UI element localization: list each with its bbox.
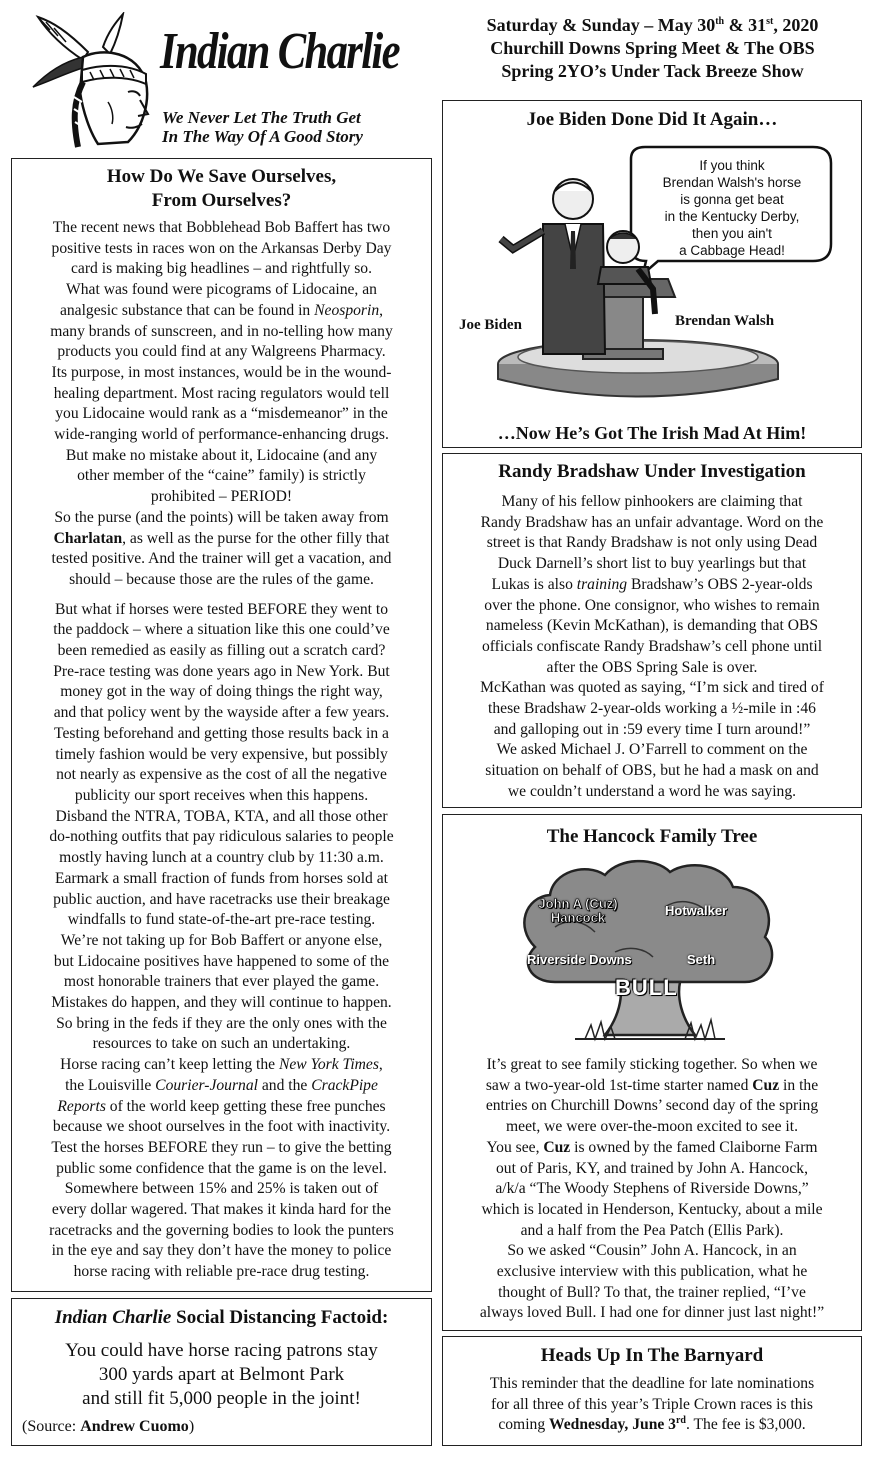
factoid-line: You could have horse racing patrons stay (65, 1340, 378, 1361)
article-line: horse racing with reliable pre-race drug testing. (73, 1263, 370, 1281)
article-line: not nearly as expensive as the cost of all the negative (56, 766, 387, 784)
barnyard-title: Heads Up In The Barnyard (540, 1345, 764, 1366)
factoid-line: 300 yards apart at Belmont Park (98, 1364, 345, 1385)
bradshaw-line: street is that Randy Bradshaw is not only using Dead (486, 534, 818, 552)
hancock-line: thought of Bull? To that, the trainer replied, “I’ve (498, 1283, 806, 1301)
bradshaw-line: We asked Michael J. O’Farrell to comment on the (496, 741, 808, 759)
article-line: So the purse (and the points) will be taken away from (54, 508, 389, 526)
factoid-source (22, 1417, 421, 1437)
bubble-line: If you think (699, 158, 765, 173)
bradshaw-line: Randy Bradshaw has an unfair advantage. Word on the (480, 513, 824, 531)
factoid-title-italic: Indian Charlie (54, 1307, 172, 1328)
text-run-italic: Neosporin (314, 301, 380, 319)
bubble-line: then you ain't (692, 226, 772, 241)
tree-label-john-a-hancock (523, 897, 633, 925)
hancock-line: out of Paris, KY, and trained by John A. Hancock, (496, 1159, 808, 1177)
article-line: resources to take on such an undertaking. (92, 1035, 351, 1053)
factoid-title-rest: Social Distancing Factoid: (171, 1307, 389, 1328)
article-save-ourselves (11, 158, 432, 1292)
source-run: ) (188, 1418, 195, 1435)
hancock-line (449, 1138, 855, 1159)
tagline-line-1: We Never Let The Truth Get (162, 108, 361, 127)
text-run-italic: New York Times (278, 1056, 379, 1074)
article-line: money got in the way of doing things the right way, (60, 683, 383, 701)
factoid-title (22, 1305, 421, 1331)
article-line: The recent news that Bobblehead Bob Baffert has two (52, 219, 391, 236)
tree-label-hotwalker: Hotwalker (665, 903, 728, 918)
article-title (18, 165, 425, 213)
article-line: but Lidocaine positives have happened to some of the (53, 952, 390, 970)
article-line: windfalls to fund state-of-the-art pre-race testing. (67, 911, 376, 929)
source-name: Andrew Cuomo (80, 1418, 189, 1435)
tree-label-bull: BULL (615, 975, 678, 1000)
family-tree-illustration (515, 857, 785, 1047)
tree-label-line: Hancock (550, 910, 606, 925)
bradshaw-line: officials confiscate Randy Bradshaw’s cell phone until (481, 637, 823, 655)
article-line: racetracks and the governing bodies to look the punters (49, 1221, 394, 1239)
article-body (18, 218, 425, 1283)
article-bradshaw (442, 453, 862, 808)
text-run: saw a two-year-old 1st-time starter named (485, 1076, 753, 1094)
text-run: the Louisville (65, 1076, 156, 1094)
bubble-line: a Cabbage Head! (679, 243, 785, 258)
factoid-box (11, 1298, 432, 1446)
article-line: most honorable trainers that ever played the game. (63, 973, 380, 991)
article-line: But make no mistake about it, Lidocaine (and any (65, 446, 378, 464)
text-run: . The fee is $3,000. (685, 1416, 806, 1434)
article-line: healing department. Most racing regulators would tell (53, 384, 390, 402)
text-run: coming (498, 1416, 550, 1434)
barnyard-line: for all three of this year’s Triple Crown races is this (491, 1395, 813, 1413)
text-run: Bradshaw’s OBS 2-year-olds (627, 575, 813, 593)
article-line: and that policy went by the wayside after a few years. (53, 704, 390, 722)
bradshaw-line: we couldn’t understand a word he was saying. (507, 782, 797, 800)
label-joe-biden: Joe Biden (459, 317, 522, 333)
article-line: What was found were picograms of Lidocaine, an (66, 281, 377, 299)
article-line: Earmark a small fraction of funds from horses sold at (54, 869, 388, 887)
article-line: So bring in the feds if they are the only ones with the (56, 1014, 387, 1032)
article-line (18, 529, 425, 550)
text-run-italic: CrackPipe (311, 1076, 378, 1094)
article-line: Testing beforehand and getting those results back in a (54, 724, 389, 742)
label-brendan-walsh: Brendan Walsh (675, 313, 775, 329)
bubble-line: Brendan Walsh's horse (662, 175, 802, 190)
bubble-line: is gonna get beat (680, 192, 784, 207)
bradshaw-line: and galloping out in :59 every time I turn around!” (493, 720, 811, 738)
barnyard-body (449, 1374, 855, 1436)
bradshaw-line: over the phone. One consignor, who wishes to remain (484, 596, 820, 614)
hancock-line: It’s great to see family sticking together. So when we (486, 1056, 818, 1073)
article-line: many brands of sunscreen, and in no-telling how many (50, 322, 393, 340)
bradshaw-line: nameless (Kevin McKathan), is demanding that OBS (485, 617, 819, 635)
hancock-line: entries on Churchill Downs’ second day of the spring (485, 1097, 819, 1115)
text-run-bold: Charlatan (53, 529, 123, 547)
bradshaw-line: situation on behalf of OBS, but he had a mask on and (485, 762, 819, 780)
article-line: wide-ranging world of performance-enhancing drugs. (54, 426, 389, 444)
hancock-line: which is located in Henderson, Kentucky, about a mile (481, 1200, 823, 1218)
dateline-date-part: & 31 (724, 15, 767, 35)
bradshaw-line: these Bradshaw 2-year-olds working a ½-mile in :46 (488, 700, 816, 718)
deadline-date: Wednesday, June 3 (549, 1416, 676, 1434)
article-line: mostly having lunch at a country club by 11:30 a.m. (59, 849, 384, 867)
article-line: been remedied as easily as filling out a scratch card? (57, 642, 386, 660)
bradshaw-line: McKathan was quoted as saying, “I’m sick and tired of (480, 679, 824, 697)
text-run: in the (779, 1076, 819, 1094)
dateline-date-part: , 2020 (773, 15, 819, 35)
text-run: and the (257, 1076, 312, 1094)
dateline (440, 14, 865, 83)
article-line: products you could find at any Walgreens Pharmacy. (57, 343, 386, 361)
article-line (18, 1097, 425, 1118)
article-line: every dollar wagered. That makes it kinda hard for the (51, 1201, 392, 1219)
tree-label-seth: Seth (687, 952, 716, 967)
text-run: , (378, 1056, 383, 1074)
article-line: you Lidocaine would rank as a “misdemeanor” in the (55, 405, 388, 423)
tagline-line-2: In The Way Of A Good Story (162, 127, 363, 146)
text-run: You see, (486, 1138, 544, 1156)
text-run-italic: Reports (57, 1097, 106, 1115)
dateline-sup: st (766, 16, 774, 27)
factoid-text (22, 1339, 421, 1411)
article-line: Its purpose, in most instances, would be in the wound- (51, 363, 392, 381)
hancock-line: meet, we were over-the-moon excited to see it. (506, 1118, 798, 1136)
bradshaw-line: Many of his fellow pinhookers are claiming that (501, 493, 803, 510)
text-run: Lukas is also (491, 575, 577, 593)
bradshaw-line (449, 575, 855, 596)
dateline-line-3: Spring 2YO’s Under Tack Breeze Show (501, 61, 804, 81)
article-line: Disband the NTRA, TOBA, KTA, and all those other (55, 807, 388, 825)
speech-bubble-text (633, 157, 831, 259)
article-hancock (442, 814, 862, 1331)
bradshaw-title: Randy Bradshaw Under Investigation (498, 461, 806, 482)
article-line: in the eye and say they don’t have the money to police (51, 1242, 392, 1260)
hancock-line (449, 1076, 855, 1097)
cartoon-caption: …Now He’s Got The Irish Mad At Him! (497, 423, 807, 443)
article-line: Test the horses BEFORE they run – to give the betting (51, 1138, 392, 1156)
article-line: Pre-race testing was done years ago in New York. But (53, 662, 390, 680)
bradshaw-line: after the OBS Spring Sale is over. (546, 658, 758, 676)
article-line: tested positive. And the trainer will get a vacation, and (51, 550, 392, 568)
barnyard-line: This reminder that the deadline for late nominations (489, 1375, 815, 1392)
cartoon-box (442, 100, 862, 448)
text-run-italic: Courier-Journal (155, 1076, 258, 1094)
dateline-sup: th (715, 16, 725, 27)
article-line: public some confidence that the game is on the level. (56, 1159, 387, 1177)
text-run-bold: Cuz (752, 1076, 780, 1094)
text-run: analgesic substance that can be found in (59, 301, 315, 319)
hancock-line: and a half from the Pea Patch (Ellis Park). (520, 1221, 784, 1239)
article-line: card is making big headlines – and rightfully so. (71, 260, 372, 278)
article-line: do-nothing outfits that pay ridiculous salaries to people (49, 828, 394, 846)
bubble-line: in the Kentucky Derby, (664, 209, 800, 224)
dateline-line-1 (440, 14, 865, 37)
article-line: Mistakes do happen, and they will continue to happen. (51, 994, 392, 1012)
dateline-date-part: Saturday & Sunday – May 30 (486, 15, 716, 35)
article-line (18, 301, 425, 322)
text-run: is owned by the famed Claiborne Farm (570, 1138, 818, 1156)
text-run: of the world keep getting these free punches (105, 1097, 386, 1115)
article-line: should – because those are the rules of the game. (69, 570, 374, 588)
article-line: But what if horses were tested BEFORE they went to (54, 600, 389, 618)
article-barnyard (442, 1336, 862, 1446)
indian-head-logo-icon (28, 12, 178, 152)
text-run-italic: training (576, 575, 628, 593)
hancock-body (449, 1055, 855, 1324)
article-title-line-2: From Ourselves? (151, 190, 292, 211)
hancock-line: exclusive interview with this publication, what he (496, 1263, 808, 1281)
bradshaw-line: Duck Darnell’s short list to buy yearlings but that (497, 555, 807, 573)
factoid-line: and still fit 5,000 people in the joint! (82, 1388, 361, 1409)
tree-label-riverside-downs: Riverside Downs (527, 952, 632, 967)
tree-label-line: John A (Cuz) (538, 896, 618, 911)
source-run: (Source: (22, 1418, 81, 1435)
text-run-bold: Cuz (543, 1138, 571, 1156)
article-line: public auction, and have racetracks use their breakage (53, 890, 390, 908)
article-line: Somewhere between 15% and 25% is taken out of (64, 1180, 379, 1198)
masthead-title: Indian Charlie (160, 23, 399, 80)
article-line: publicity our sport receives when this happens. (74, 786, 369, 804)
article-line: because we shoot ourselves in the foot with inactivity. (52, 1118, 391, 1136)
masthead (20, 8, 425, 156)
text-run-bold (549, 1416, 686, 1433)
article-line (18, 1055, 425, 1076)
hancock-title: The Hancock Family Tree (546, 826, 758, 847)
hancock-line: a/k/a “The Woody Stephens of Riverside Downs,” (495, 1180, 809, 1198)
article-line: prohibited – PERIOD! (150, 488, 293, 506)
cartoon-title: Joe Biden Done Did It Again… (526, 109, 778, 130)
text-run: , as well as the purse for the other filly that (122, 529, 390, 547)
article-line: other member of the “caine” family) is strictly (77, 467, 366, 485)
bradshaw-body (449, 492, 855, 803)
text-run: Horse racing can’t keep letting the (60, 1056, 279, 1074)
article-title-line-1: How Do We Save Ourselves, (106, 166, 337, 187)
masthead-tagline (162, 108, 422, 146)
barnyard-line (449, 1415, 855, 1436)
article-line: the paddock – where a situation like this one could’ve (53, 621, 390, 639)
hancock-line: always loved Bull. I had one for dinner just last night!” (479, 1304, 825, 1322)
text-run: , (379, 301, 384, 319)
article-line: timely fashion would be very expensive, but possibly (55, 745, 388, 763)
deadline-sup: rd (675, 1415, 686, 1427)
dateline-line-2: Churchill Downs Spring Meet & The OBS (490, 38, 815, 58)
article-line (18, 1076, 425, 1097)
hancock-line: So we asked “Cousin” John A. Hancock, in an (507, 1242, 797, 1260)
article-line: positive tests in races won on the Arkansas Derby Day (51, 239, 392, 257)
article-line: We’re not taking up for Bob Baffert or anyone else, (60, 931, 383, 949)
